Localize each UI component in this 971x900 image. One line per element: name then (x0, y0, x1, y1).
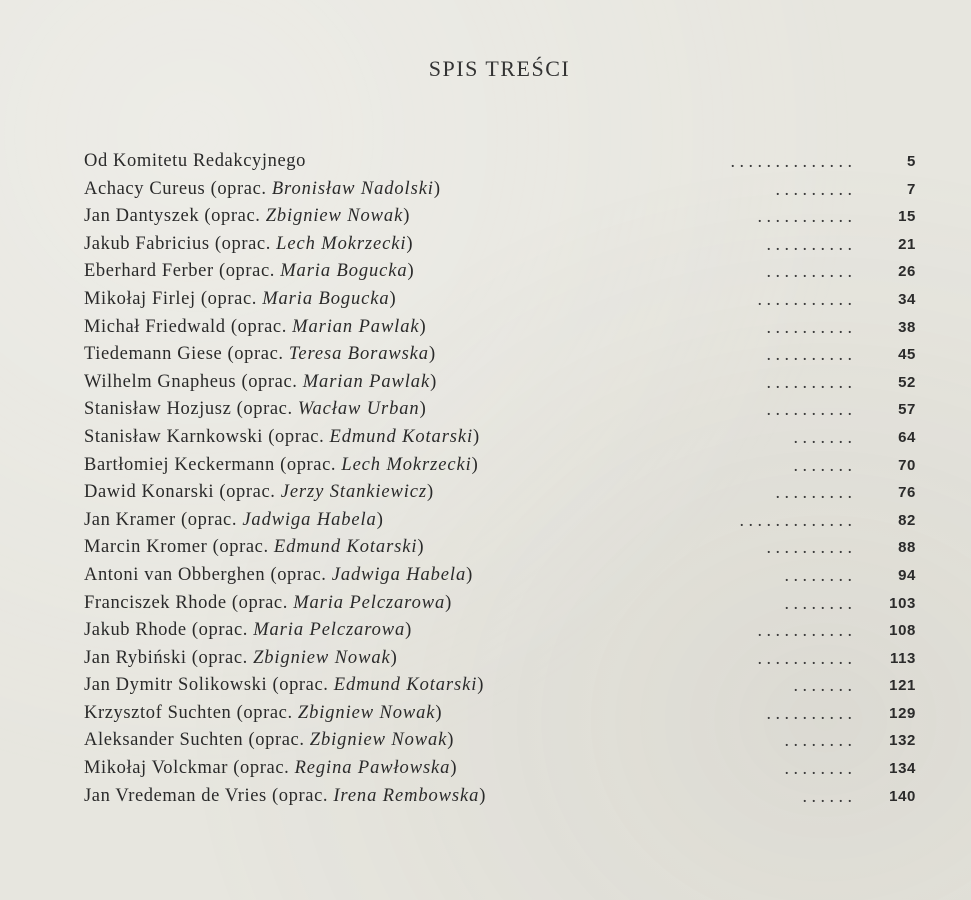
entry-editor: Edmund Kotarski (273, 537, 418, 558)
entry-editor-suffix: ) (473, 426, 480, 447)
entry-subject: Jan Rybiński (84, 647, 192, 668)
dot-leader: . . . . . . . . . . . (757, 288, 852, 309)
toc-entry-text (84, 783, 486, 811)
entry-editor: Jadwiga Habela (331, 564, 467, 585)
page-number: 140 (889, 787, 916, 805)
entry-editor: Lech Mokrzecki (276, 233, 407, 254)
dot-leader: . . . . . . . . (784, 758, 852, 779)
entry-editor-prefix: (oprac. (280, 454, 342, 475)
entry-editor-prefix: (oprac. (210, 178, 272, 199)
toc-entry-text (84, 727, 454, 755)
dot-leader: . . . . . . . (793, 454, 852, 475)
entry-editor-suffix: ) (428, 344, 436, 365)
entry-editor-suffix: ) (390, 647, 398, 668)
page-number: 45 (898, 346, 916, 364)
page-number: 121 (889, 677, 916, 695)
toc-entry-text (84, 314, 426, 342)
entry-editor-suffix: ) (403, 206, 410, 227)
dot-leader: . . . . . . . . (784, 564, 852, 585)
page-number: 26 (898, 263, 916, 281)
entry-editor-prefix: (oprac. (218, 261, 281, 282)
toc-entry (84, 424, 916, 452)
entry-editor-prefix: (oprac. (236, 399, 298, 420)
toc-entry (84, 617, 916, 645)
entry-editor-prefix: (oprac. (214, 233, 277, 254)
entry-subject: Bartłomiej Keckermann (84, 454, 281, 475)
entry-editor-suffix: ) (445, 592, 452, 613)
page-number: 52 (898, 373, 916, 391)
entry-editor: Marian Pawlak (302, 371, 431, 392)
page-number: 38 (898, 318, 916, 336)
entry-editor-prefix: (oprac. (181, 509, 243, 530)
entry-editor: Marian Pawlak (292, 316, 420, 337)
entry-subject: Jakub Rhode (84, 620, 192, 641)
page-number: 88 (898, 539, 916, 557)
toc-entry (84, 231, 916, 259)
entry-editor: Teresa Borawska (288, 344, 429, 365)
dot-leader: . . . . . . . . . . (766, 702, 852, 723)
entry-subject: Tiedemann Giese (84, 344, 228, 365)
dot-leader: . . . . . . . . . . . (757, 620, 852, 641)
entry-editor-suffix: ) (466, 564, 473, 585)
toc-entry (84, 341, 916, 369)
entry-editor-prefix: (oprac. (212, 537, 274, 558)
entry-editor-prefix: (oprac. (241, 371, 303, 392)
dot-leader: . . . . . . . . (784, 592, 852, 613)
entry-editor-prefix: (oprac. (230, 316, 293, 337)
dot-leader: . . . . . . . . . . . (757, 206, 852, 227)
toc-entry (84, 452, 916, 480)
toc-entry (84, 396, 916, 424)
dot-leader: . . . . . . . . . . (766, 261, 852, 282)
entry-editor-prefix: (oprac. (233, 758, 295, 779)
entry-editor-prefix: (oprac. (236, 702, 298, 723)
dot-leader: . . . . . . . . . (775, 482, 852, 503)
entry-editor-suffix: ) (389, 288, 397, 309)
toc-entry-text (84, 479, 434, 507)
toc-entry-text (84, 700, 442, 728)
toc-entry (84, 258, 916, 286)
page-number: 94 (898, 566, 916, 584)
page-number: 70 (898, 456, 916, 474)
page-number: 57 (898, 401, 916, 419)
toc-entry (84, 783, 916, 811)
dot-leader: . . . . . . . . . . (766, 233, 852, 254)
entry-editor-prefix: (oprac. (268, 426, 330, 447)
entry-subject: Jan Kramer (84, 509, 182, 530)
dot-leader: . . . . . . . . . . (766, 537, 852, 558)
entry-editor-suffix: ) (405, 620, 412, 641)
dot-leader: . . . . . . (802, 785, 852, 806)
entry-subject: Michał Friedwald (84, 316, 231, 337)
entry-editor: Jadwiga Habela (242, 509, 377, 530)
entry-editor-suffix: ) (471, 454, 479, 475)
entry-editor: Maria Bogucka (280, 261, 408, 282)
entry-editor-prefix: (oprac. (191, 647, 254, 668)
entry-editor-suffix: ) (450, 758, 458, 779)
dot-leader: . . . . . . . . . (775, 178, 852, 199)
page-number: 108 (889, 622, 916, 640)
toc-entry (84, 507, 916, 535)
toc-entry-text (84, 617, 412, 645)
entry-editor-prefix: (oprac. (219, 482, 281, 503)
toc-entry (84, 700, 916, 728)
toc-entry-text (84, 396, 426, 424)
entry-editor: Jerzy Stankiewicz (280, 482, 428, 503)
entry-editor-suffix: ) (479, 785, 486, 806)
toc-entry-text (84, 590, 452, 618)
entry-editor-suffix: ) (435, 702, 443, 723)
entry-subject: Krzysztof Suchten (84, 702, 237, 723)
entry-editor-prefix: (oprac. (200, 288, 263, 309)
entry-editor-suffix: ) (477, 675, 485, 696)
toc-entry (84, 148, 916, 176)
entry-editor-suffix: ) (376, 509, 384, 530)
toc-entry-text (84, 452, 478, 480)
entry-subject: Eberhard Ferber (84, 261, 219, 282)
dot-leader: . . . . . . . . (784, 730, 852, 751)
toc-entry (84, 534, 916, 562)
toc-entry-text (84, 369, 437, 397)
toc-entry-text (84, 672, 484, 700)
entry-editor: Lech Mokrzecki (341, 454, 472, 475)
entry-editor-suffix: ) (419, 316, 427, 337)
entry-subject: Jakub Fabricius (84, 233, 215, 254)
entry-editor: Zbigniew Nowak (309, 730, 448, 751)
entry-editor-suffix: ) (427, 482, 434, 503)
entry-subject: Jan Dymitr Solikowski (84, 675, 273, 696)
toc-entry-text (84, 645, 397, 673)
page-number: 76 (898, 484, 916, 502)
entry-editor-suffix: ) (407, 261, 415, 282)
toc-entry (84, 369, 916, 397)
toc-entry (84, 314, 916, 342)
page-number: 82 (898, 511, 916, 529)
entry-editor-prefix: (oprac. (227, 344, 289, 365)
toc-entry (84, 590, 916, 618)
entry-subject: Stanisław Karnkowski (84, 426, 269, 447)
dot-leader: . . . . . . . . . . (766, 316, 852, 337)
entry-editor-suffix: ) (447, 730, 455, 751)
entry-editor-prefix: (oprac. (270, 564, 332, 585)
dot-leader: . . . . . . . . . . . . . . (730, 151, 852, 171)
dot-leader: . . . . . . . . . . (766, 344, 852, 365)
entry-editor-suffix: ) (406, 233, 414, 254)
entry-editor: Zbigniew Nowak (253, 647, 391, 668)
entry-subject: Franciszek Rhode (84, 592, 232, 613)
entry-subject: Achacy Cureus (84, 178, 211, 199)
page-number: 21 (898, 235, 916, 253)
dot-leader: . . . . . . . (793, 426, 852, 447)
dot-leader: . . . . . . . . . . . . . (739, 509, 852, 530)
entry-editor-prefix: (oprac. (272, 675, 334, 696)
table-of-contents (84, 148, 916, 810)
dot-leader: . . . . . . . (793, 675, 852, 696)
entry-editor-suffix: ) (430, 371, 437, 392)
entry-editor-prefix: (oprac. (231, 592, 294, 613)
entry-subject: Aleksander Suchten (84, 730, 249, 751)
entry-subject: Stanisław Hozjusz (84, 399, 237, 420)
entry-editor: Bronisław Nadolski (271, 178, 434, 199)
entry-editor-prefix: (oprac. (191, 620, 254, 641)
entry-subject: Marcin Kromer (84, 537, 213, 558)
entry-subject: Dawid Konarski (84, 482, 220, 503)
toc-entry (84, 176, 916, 204)
toc-entry-text (84, 176, 441, 204)
entry-editor: Edmund Kotarski (333, 675, 478, 696)
page-number: 15 (898, 208, 916, 226)
toc-entry-text (84, 534, 424, 562)
page-number: 7 (907, 180, 916, 198)
page-title: SPIS TREŚCI (428, 56, 571, 81)
toc-entry (84, 727, 916, 755)
entry-editor: Wacław Urban (297, 399, 420, 420)
toc-entry-text (84, 507, 383, 535)
entry-editor-prefix: (oprac. (204, 206, 266, 227)
dot-leader: . . . . . . . . . . . (757, 647, 852, 668)
page-number: 64 (898, 428, 916, 446)
toc-entry-text (84, 341, 436, 369)
entry-editor: Maria Pelczarowa (293, 592, 446, 613)
entry-editor-suffix: ) (419, 399, 427, 420)
toc-entry (84, 562, 916, 590)
toc-entry-text (84, 424, 480, 452)
toc-entry (84, 286, 916, 314)
entry-subject: Od Komitetu Redakcyjnego (84, 151, 306, 171)
entry-subject: Mikołaj Firlej (84, 288, 201, 309)
entry-subject: Antoni van Obberghen (84, 564, 271, 585)
toc-entry-text (84, 755, 457, 783)
toc-entry (84, 645, 916, 673)
page-number: 129 (889, 704, 916, 722)
entry-subject: Wilhelm Gnapheus (84, 371, 242, 392)
toc-entry-text (84, 258, 414, 286)
entry-editor: Irena Rembowska (333, 785, 480, 806)
entry-subject: Jan Vredeman de Vries (84, 785, 273, 806)
page-number: 113 (890, 649, 916, 667)
entry-editor-prefix: (oprac. (248, 730, 310, 751)
toc-entry-text (84, 231, 413, 259)
entry-editor-suffix: ) (433, 178, 441, 199)
toc-entry-text (84, 203, 410, 231)
entry-subject: Mikołaj Volckmar (84, 758, 234, 779)
page-number: 103 (889, 594, 916, 612)
toc-entry-text (84, 148, 306, 176)
entry-editor: Zbigniew Nowak (265, 206, 404, 227)
entry-editor-suffix: ) (417, 537, 425, 558)
entry-editor: Maria Bogucka (262, 288, 390, 309)
toc-entry-text (84, 286, 396, 314)
toc-entry (84, 479, 916, 507)
entry-subject: Jan Dantyszek (84, 206, 205, 227)
toc-entry-text (84, 562, 473, 590)
page-number: 5 (907, 153, 916, 170)
dot-leader: . . . . . . . . . . (766, 371, 852, 392)
page-number: 34 (898, 290, 916, 308)
entry-editor: Edmund Kotarski (329, 426, 474, 447)
entry-editor: Regina Pawłowska (294, 758, 451, 779)
toc-entry (84, 203, 916, 231)
toc-entry (84, 755, 916, 783)
dot-leader: . . . . . . . . . . (766, 399, 852, 420)
toc-entry (84, 672, 916, 700)
entry-editor-prefix: (oprac. (272, 785, 334, 806)
page-number: 132 (889, 732, 916, 750)
entry-editor: Zbigniew Nowak (297, 702, 436, 723)
entry-editor: Maria Pelczarowa (253, 620, 406, 641)
page-number: 134 (889, 760, 916, 778)
